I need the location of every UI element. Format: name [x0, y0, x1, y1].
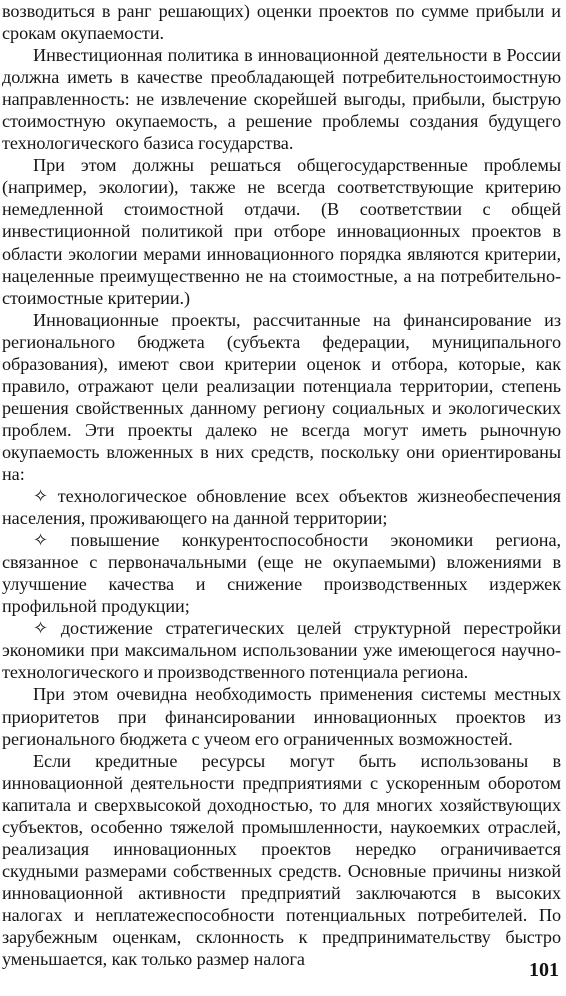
paragraph-continuation: возводиться в ранг решающих) оценки проектов по сумме прибыли и срокам окупаемости. [2, 1, 561, 44]
paragraph-state-problems: При этом должны решаться общегосударственные проблемы (например, экологии), также не всегда соответствующие критерию немедленной стоимостной отдачи. (В соответствии с общей инвестиционной политикой при отборе инновационных проектов в области экологии мерами инновационного порядка являются критерии, нацеленные преимущественно не на стоимостные, а на потребительно-стоимостные критерии.) [2, 155, 561, 308]
paragraph-local-priorities: При этом очевидна необходимость применения системы местных приоритетов при финансировании инновационных проектов из регионального бюджета с учеом его ограниченных возможностей. [2, 684, 561, 749]
book-page [2, 0, 561, 996]
paragraph-regional-projects: Инновационные проекты, рассчитанные на финансирование из регионального бюджета (субъекта федерации, муниципального образования), имеют свои критерии оценок и отбора, которые, как правило, отражают цели реализации потенциала территории, степень решения свойственных данному региону социальных и экологических проблем. Эти проекты далеко не всегда могут иметь рыночную окупаемость вложенных в них средств, поскольку они ориентированы на: [2, 309, 561, 484]
bullet-item-strategic-goals: ✧ достижение стратегических целей структурной перестройки экономики при максимальном использовании уже имеющегося научно-технологического и производственного потенциала региона. [2, 618, 561, 683]
paragraph-investment-policy: Инвестиционная политика в инновационной деятельности в России должна иметь в качестве преобладающей потребительностоимостную направленность: не извлечение скорейшей выгоды, прибыли, быструю стоимостную окупаемость, а решение проблемы создания будущего технологического базиса государства. [2, 45, 561, 154]
body-text [2, 0, 561, 970]
bullet-item-competitiveness: ✧ повышение конкурентоспособности экономики региона, связанное с первоначальными (еще не окупаемыми) вложениями в улучшение качества и снижение производственных издержек профильной продукции; [2, 530, 561, 617]
paragraph-credit-resources: Если кредитные ресурсы могут быть использованы в инновационной деятельности предприятиями с ускоренным оборотом капитала и сверхвысокой доходностью, то для многих хозяйствующих субъектов, особенно тяжелой промышленности, наукоемких отраслей, реализация инновационных проектов нередко ограничивается скудными размерами собственных средств. Основные причины низкой инновационной активности предприятий заключаются в высоких налогах и неплатежеспособности потенциальных потребителей. По зарубежным оценкам, склонность к предпринимательству быстро уменьшается, как только размер налога [2, 750, 561, 970]
page-number: 101 [529, 959, 559, 981]
bullet-item-technological-renewal: ✧ технологическое обновление всех объектов жизнеобеспечения населения, проживающего на данной территории; [2, 486, 561, 529]
